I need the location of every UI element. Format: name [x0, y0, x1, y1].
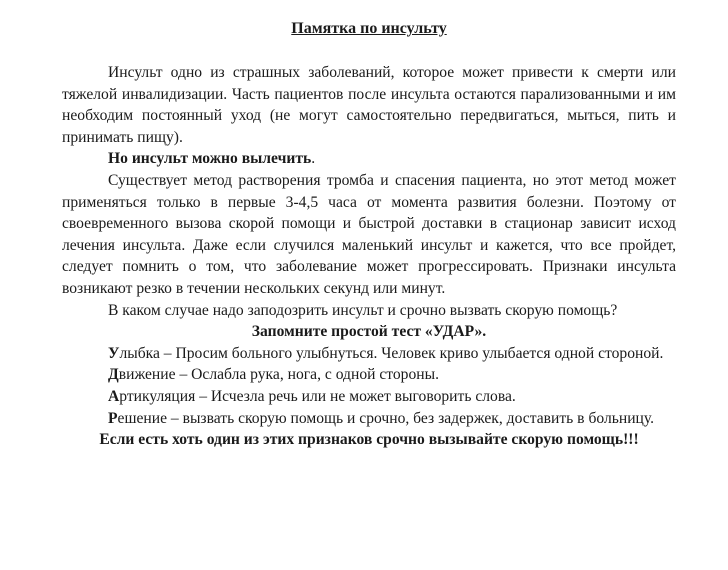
sign-letter: Д — [108, 366, 119, 384]
final-warning: Если есть хоть один из этих признаков срочно вызывайте скорую помощь!!! — [99, 431, 639, 449]
sign-item — [62, 386, 676, 408]
sign-text: лыбка – Просим больного улыбнуться. Человек криво улыбается одной стороной. — [119, 344, 664, 362]
intro-paragraph: Инсульт одно из страшных заболеваний, которое может привести к смерти или тяжелой инвалидизации. Часть пациентов после инсульта остаются парализованными и им необходим постоянный уход (не могут самостоятельно передвигаться, мыться, пить и принимать пищу). — [62, 64, 676, 146]
curable-tail: . — [311, 150, 316, 168]
sign-letter: А — [108, 387, 120, 405]
sign-text: ртикуляция – Исчезла речь или не может выговорить слова. — [119, 387, 516, 405]
sign-item — [62, 408, 676, 430]
document-page — [62, 14, 676, 451]
curable-bold-text: Но инсульт можно вылечить — [108, 150, 312, 168]
sign-text: ешение – вызвать скорую помощь и срочно, без задержек, доставить в больницу. — [117, 409, 655, 427]
test-heading: Запомните простой тест «УДАР». — [251, 323, 487, 341]
method-paragraph: Существует метод растворения тромба и спасения пациента, но этот метод может применяться только в первые 3-4,5 часа от момента развития болезни. Поэтому от своевременного вызова скорой помощи и быстрой доставки в стационар зависит исход лечения инсульта. Даже если случился маленький инсульт и кажется, что все пройдет, следует помнить о том, что заболевание может прогрессировать. Признаки инсульта возникают резко в течении нескольких секунд или минут. — [62, 171, 676, 297]
sign-letter: Р — [108, 409, 118, 427]
sign-item — [62, 364, 676, 386]
sign-text: вижение – Ослабла рука, нога, с одной стороны. — [118, 366, 439, 384]
sign-letter: У — [108, 344, 120, 362]
sign-item — [62, 343, 676, 365]
document-title: Памятка по инсульту — [291, 20, 447, 37]
question-paragraph: В каком случае надо заподозрить инсульт и срочно вызвать скорую помощь? — [108, 301, 618, 319]
curable-paragraph — [62, 148, 676, 170]
